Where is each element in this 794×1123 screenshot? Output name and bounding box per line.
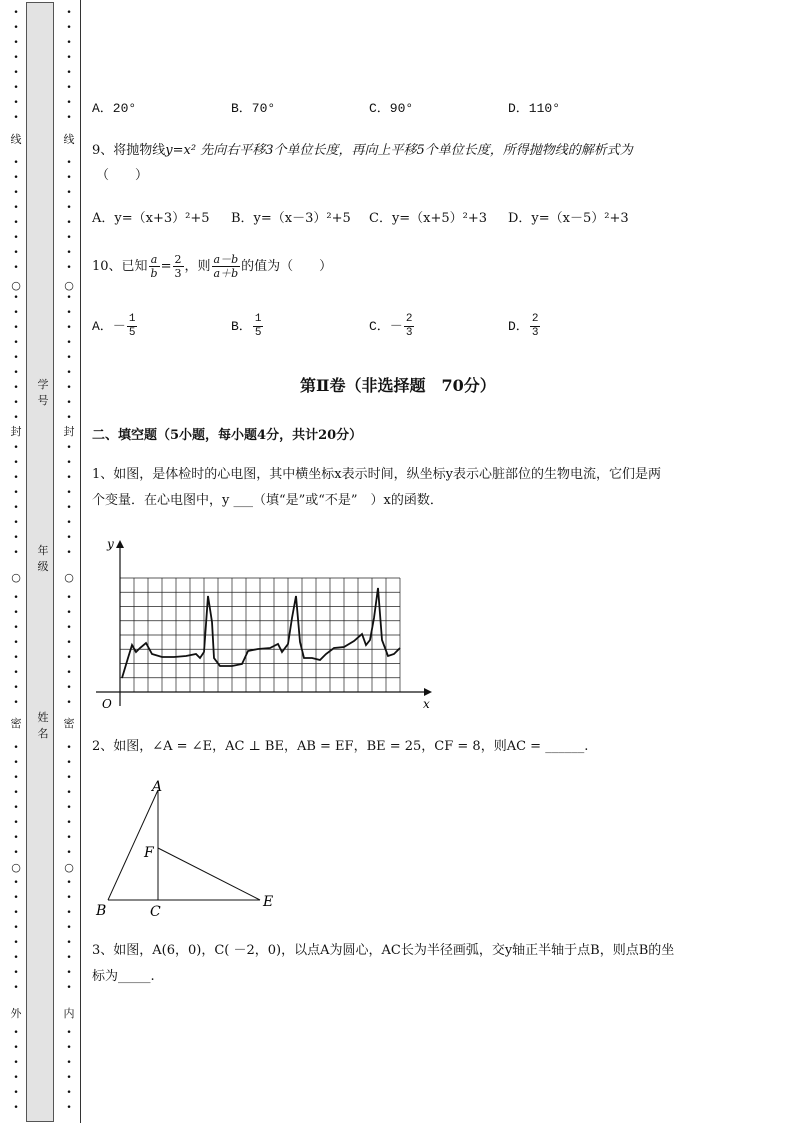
q10-fraction-a-over-b bbox=[149, 253, 160, 280]
q10-option-a-label: A．－ bbox=[92, 319, 126, 334]
q10-option-d bbox=[508, 310, 541, 344]
ecg-x-arrow bbox=[424, 688, 432, 696]
page-border-line bbox=[80, 0, 81, 1123]
margin-dot: • bbox=[13, 443, 19, 453]
q10-option-d-num: 2 bbox=[531, 313, 539, 326]
margin-dot: • bbox=[13, 833, 19, 843]
margin-dot: • bbox=[13, 218, 19, 228]
q10-option-a-fraction bbox=[127, 313, 138, 340]
name-label bbox=[30, 710, 56, 742]
margin-mark: 密 bbox=[10, 717, 22, 730]
segment-fe bbox=[158, 848, 260, 900]
q10-option-b-fraction bbox=[253, 313, 264, 340]
margin-mark: 密 bbox=[63, 717, 75, 730]
margin-dot: • bbox=[66, 338, 72, 348]
margin-dot: • bbox=[13, 893, 19, 903]
margin-dot: • bbox=[13, 773, 19, 783]
section-title: 第Ⅱ卷（非选择题 70分） bbox=[300, 376, 496, 395]
margin-dot: • bbox=[13, 803, 19, 813]
margin-dot: • bbox=[66, 233, 72, 243]
margin-dot: • bbox=[66, 23, 72, 33]
q10-frac1-den: b bbox=[150, 267, 158, 280]
margin-dot: • bbox=[66, 638, 72, 648]
margin-mark: 封 bbox=[10, 425, 22, 438]
margin-dot: • bbox=[13, 1088, 19, 1098]
q10-frac2-num: 2 bbox=[174, 253, 182, 266]
margin-dot: • bbox=[13, 233, 19, 243]
margin-dot: • bbox=[13, 458, 19, 468]
strip-label-text: 学 号 bbox=[37, 378, 49, 407]
grade-label bbox=[30, 543, 56, 575]
margin-dot: • bbox=[66, 248, 72, 258]
margin-dot: • bbox=[66, 1028, 72, 1038]
margin-mark: ○ bbox=[11, 571, 21, 584]
q10-option-d-fraction bbox=[530, 313, 541, 340]
margin-mark: ○ bbox=[64, 279, 74, 292]
q10-option-a bbox=[92, 310, 138, 344]
margin-dot: • bbox=[13, 1043, 19, 1053]
q10-stem bbox=[92, 252, 332, 282]
part-title: 二、填空题（5小题，每小题4分，共计20分） bbox=[92, 428, 363, 443]
margin-dot: • bbox=[13, 1073, 19, 1083]
margin-dot: • bbox=[66, 323, 72, 333]
margin-dot: • bbox=[66, 923, 72, 933]
margin-dot: • bbox=[13, 638, 19, 648]
q8-option-a: A．20° bbox=[92, 101, 137, 116]
margin-dot: • bbox=[13, 23, 19, 33]
margin-dot: • bbox=[66, 833, 72, 843]
q10-option-b-label: B． bbox=[231, 319, 252, 334]
vertex-c-label: C bbox=[150, 904, 161, 920]
q10-option-d-den: 3 bbox=[531, 327, 539, 340]
margin-dot: • bbox=[13, 938, 19, 948]
margin-dot: • bbox=[66, 353, 72, 363]
ecg-origin-label: O bbox=[102, 697, 112, 711]
margin-dot: • bbox=[66, 758, 72, 768]
ecg-grid bbox=[120, 578, 400, 692]
margin-dot: • bbox=[13, 503, 19, 513]
q9-option-d: D．y=（x－5）²+3 bbox=[508, 211, 629, 226]
fill3-line2: 标为_____. bbox=[92, 969, 155, 984]
q10-option-c-num: 2 bbox=[405, 313, 413, 326]
margin-dot: • bbox=[66, 953, 72, 963]
margin-dot: • bbox=[13, 368, 19, 378]
margin-dot: • bbox=[13, 623, 19, 633]
margin-dot: • bbox=[66, 968, 72, 978]
margin-dot: • bbox=[13, 323, 19, 333]
margin-dot: • bbox=[66, 908, 72, 918]
margin-dot: • bbox=[13, 83, 19, 93]
margin-dot: • bbox=[66, 983, 72, 993]
q10-option-b-den: 5 bbox=[254, 327, 262, 340]
margin-dot: • bbox=[66, 8, 72, 18]
margin-dot: • bbox=[66, 1103, 72, 1113]
q8-option-b: B．70° bbox=[231, 101, 276, 116]
vertex-e-label: E bbox=[263, 894, 274, 910]
margin-mark: 内 bbox=[63, 1007, 75, 1020]
margin-dot: • bbox=[66, 308, 72, 318]
margin-dot: • bbox=[13, 818, 19, 828]
margin-dot: • bbox=[13, 113, 19, 123]
margin-dot: • bbox=[66, 848, 72, 858]
fill3-line1: 3、如图，A(6，0)，C( －2，0)，以点A为圆心，AC长为半径画弧，交y轴正半轴于点B，则点B的坐 bbox=[92, 943, 675, 958]
margin-dot: • bbox=[66, 98, 72, 108]
margin-dot: • bbox=[13, 593, 19, 603]
margin-dot: • bbox=[13, 878, 19, 888]
margin-dot: • bbox=[13, 953, 19, 963]
margin-dot: • bbox=[13, 1103, 19, 1113]
fill2-text: 2、如图，∠A = ∠E，AC ⊥ BE，AB = EF，BE = 25，CF = 8，则AC = ______. bbox=[92, 739, 589, 754]
ecg-figure bbox=[92, 530, 442, 715]
q10-target-fraction bbox=[212, 253, 241, 280]
margin-mark: ○ bbox=[64, 861, 74, 874]
margin-dot: • bbox=[13, 983, 19, 993]
margin-dot: • bbox=[13, 53, 19, 63]
margin-dot: • bbox=[66, 878, 72, 888]
q10-stem-suffix: 的值为（ ） bbox=[241, 259, 333, 274]
margin-dot: • bbox=[66, 773, 72, 783]
margin-dot: • bbox=[66, 818, 72, 828]
margin-dot: • bbox=[66, 938, 72, 948]
vertex-b-label: B bbox=[96, 903, 107, 919]
margin-dot: • bbox=[66, 803, 72, 813]
margin-dot: • bbox=[66, 83, 72, 93]
margin-dot: • bbox=[13, 908, 19, 918]
margin-dot: • bbox=[13, 68, 19, 78]
ecg-x-label: x bbox=[423, 697, 430, 711]
margin-dot: • bbox=[66, 1043, 72, 1053]
q10-frac1-num: a bbox=[149, 253, 160, 267]
margin-dot: • bbox=[66, 1073, 72, 1083]
margin-dot: • bbox=[66, 893, 72, 903]
margin-dot: • bbox=[66, 383, 72, 393]
margin-dot: • bbox=[66, 488, 72, 498]
margin-dot: • bbox=[66, 668, 72, 678]
q10-option-b-num: 1 bbox=[254, 313, 262, 326]
margin-dot: • bbox=[66, 53, 72, 63]
margin-mark: 线 bbox=[63, 133, 75, 146]
margin-dot: • bbox=[13, 353, 19, 363]
margin-mark: 封 bbox=[63, 425, 75, 438]
margin-dot: • bbox=[13, 668, 19, 678]
margin-dot: • bbox=[66, 518, 72, 528]
q10-option-a-num: 1 bbox=[128, 313, 136, 326]
margin-dot: • bbox=[13, 1028, 19, 1038]
strip-label-text: 年 级 bbox=[37, 544, 49, 573]
margin-dot: • bbox=[66, 218, 72, 228]
margin-dot: • bbox=[66, 683, 72, 693]
margin-mark: ○ bbox=[11, 279, 21, 292]
margin-dot: • bbox=[13, 848, 19, 858]
margin-dot: • bbox=[66, 1058, 72, 1068]
q9-option-c: C．y=（x+5）²+3 bbox=[369, 211, 488, 226]
margin-dot: • bbox=[66, 263, 72, 273]
q10-option-a-den: 5 bbox=[128, 327, 136, 340]
ecg-y-arrow bbox=[116, 540, 124, 548]
q9-blank: （ ） bbox=[96, 168, 149, 183]
margin-dot: • bbox=[66, 173, 72, 183]
margin-dot: • bbox=[13, 308, 19, 318]
margin-dot: • bbox=[66, 368, 72, 378]
ecg-y-label: y bbox=[107, 537, 114, 551]
q10-option-c bbox=[369, 310, 415, 344]
margin-dot: • bbox=[13, 173, 19, 183]
q10-option-c-den: 3 bbox=[405, 327, 413, 340]
margin-dot: • bbox=[13, 413, 19, 423]
margin-dot: • bbox=[13, 263, 19, 273]
margin-dot: • bbox=[13, 548, 19, 558]
margin-dot: • bbox=[66, 443, 72, 453]
margin-dot: • bbox=[13, 248, 19, 258]
margin-dot: • bbox=[13, 743, 19, 753]
strip-label-text: 姓 名 bbox=[37, 711, 49, 740]
margin-dot: • bbox=[66, 458, 72, 468]
triangle-figure bbox=[92, 778, 292, 923]
margin-dot: • bbox=[66, 398, 72, 408]
q10-mid: ，则 bbox=[184, 259, 211, 274]
margin-dot: • bbox=[66, 473, 72, 483]
margin-dot: • bbox=[66, 188, 72, 198]
margin-dot: • bbox=[13, 8, 19, 18]
q10-frac3-num: a－b bbox=[213, 253, 239, 266]
margin-mark: ○ bbox=[11, 861, 21, 874]
fill1-line2: 个变量．在心电图中，y ___（填“是”或“不是” ）x的函数． bbox=[92, 493, 443, 508]
q8-option-c: C．90° bbox=[369, 101, 414, 116]
margin-mark: ○ bbox=[64, 571, 74, 584]
margin-dot: • bbox=[66, 68, 72, 78]
margin-dot: • bbox=[13, 533, 19, 543]
margin-dot: • bbox=[66, 698, 72, 708]
margin-dot: • bbox=[13, 98, 19, 108]
margin-dot: • bbox=[13, 188, 19, 198]
margin-dot: • bbox=[13, 968, 19, 978]
margin-mark: 外 bbox=[10, 1007, 22, 1020]
margin-dot: • bbox=[13, 488, 19, 498]
q10-option-b bbox=[231, 310, 264, 344]
q10-option-c-label: C．－ bbox=[369, 319, 403, 334]
vertex-a-label: A bbox=[152, 779, 163, 795]
margin-dot: • bbox=[13, 758, 19, 768]
margin-dot: • bbox=[13, 383, 19, 393]
q9-option-a: A．y=（x+3）²+5 bbox=[92, 211, 210, 226]
margin-dot: • bbox=[13, 608, 19, 618]
margin-dot: • bbox=[66, 113, 72, 123]
margin-dot: • bbox=[13, 653, 19, 663]
margin-dot: • bbox=[13, 398, 19, 408]
margin-dot: • bbox=[13, 158, 19, 168]
margin-dot: • bbox=[66, 653, 72, 663]
margin-dot: • bbox=[66, 503, 72, 513]
student-id-label bbox=[30, 377, 56, 409]
margin-dot: • bbox=[66, 548, 72, 558]
margin-dot: • bbox=[66, 533, 72, 543]
margin-dot: • bbox=[13, 38, 19, 48]
q9-option-b: B．y=（x－3）²+5 bbox=[231, 211, 351, 226]
point-f-label: F bbox=[144, 845, 154, 861]
margin-dot: • bbox=[13, 518, 19, 528]
margin-dot: • bbox=[66, 38, 72, 48]
margin-dot: • bbox=[13, 923, 19, 933]
margin-dot: • bbox=[66, 788, 72, 798]
margin-dot: • bbox=[13, 473, 19, 483]
margin-dot: • bbox=[13, 698, 19, 708]
margin-dot: • bbox=[13, 1058, 19, 1068]
margin-dot: • bbox=[13, 788, 19, 798]
margin-dot: • bbox=[66, 608, 72, 618]
margin-dot: • bbox=[13, 203, 19, 213]
q9-stem-equation: y=x² 先向右平移3个单位长度，再向上平移5个单位长度，所得抛物线的解析式为 bbox=[165, 143, 633, 158]
margin-dot: • bbox=[13, 683, 19, 693]
margin-dot: • bbox=[66, 593, 72, 603]
margin-dot: • bbox=[66, 623, 72, 633]
q10-frac3-den: a＋b bbox=[213, 267, 239, 280]
fill1-line1: 1、如图，是体检时的心电图，其中横坐标x表示时间，纵坐标y表示心脏部位的生物电流，它们是两 bbox=[92, 467, 661, 482]
margin-mark: 线 bbox=[10, 133, 22, 146]
q10-frac2-den: 3 bbox=[174, 267, 182, 280]
q10-equals: = bbox=[160, 259, 172, 274]
q9-stem bbox=[92, 142, 633, 160]
margin-dot: • bbox=[66, 1088, 72, 1098]
margin-dot: • bbox=[66, 293, 72, 303]
q10-stem-prefix: 10、已知 bbox=[92, 259, 148, 274]
margin-dot: • bbox=[66, 743, 72, 753]
q8-option-d: D．110° bbox=[508, 101, 561, 116]
margin-dot: • bbox=[13, 293, 19, 303]
margin-dot: • bbox=[66, 413, 72, 423]
q9-stem-prefix: 9、将抛物线 bbox=[92, 143, 166, 158]
margin-dot: • bbox=[66, 158, 72, 168]
q10-option-d-label: D． bbox=[508, 319, 529, 334]
margin-dot: • bbox=[13, 338, 19, 348]
margin-dot: • bbox=[66, 203, 72, 213]
q10-option-c-fraction bbox=[404, 313, 415, 340]
q10-fraction-2-over-3 bbox=[173, 253, 184, 280]
